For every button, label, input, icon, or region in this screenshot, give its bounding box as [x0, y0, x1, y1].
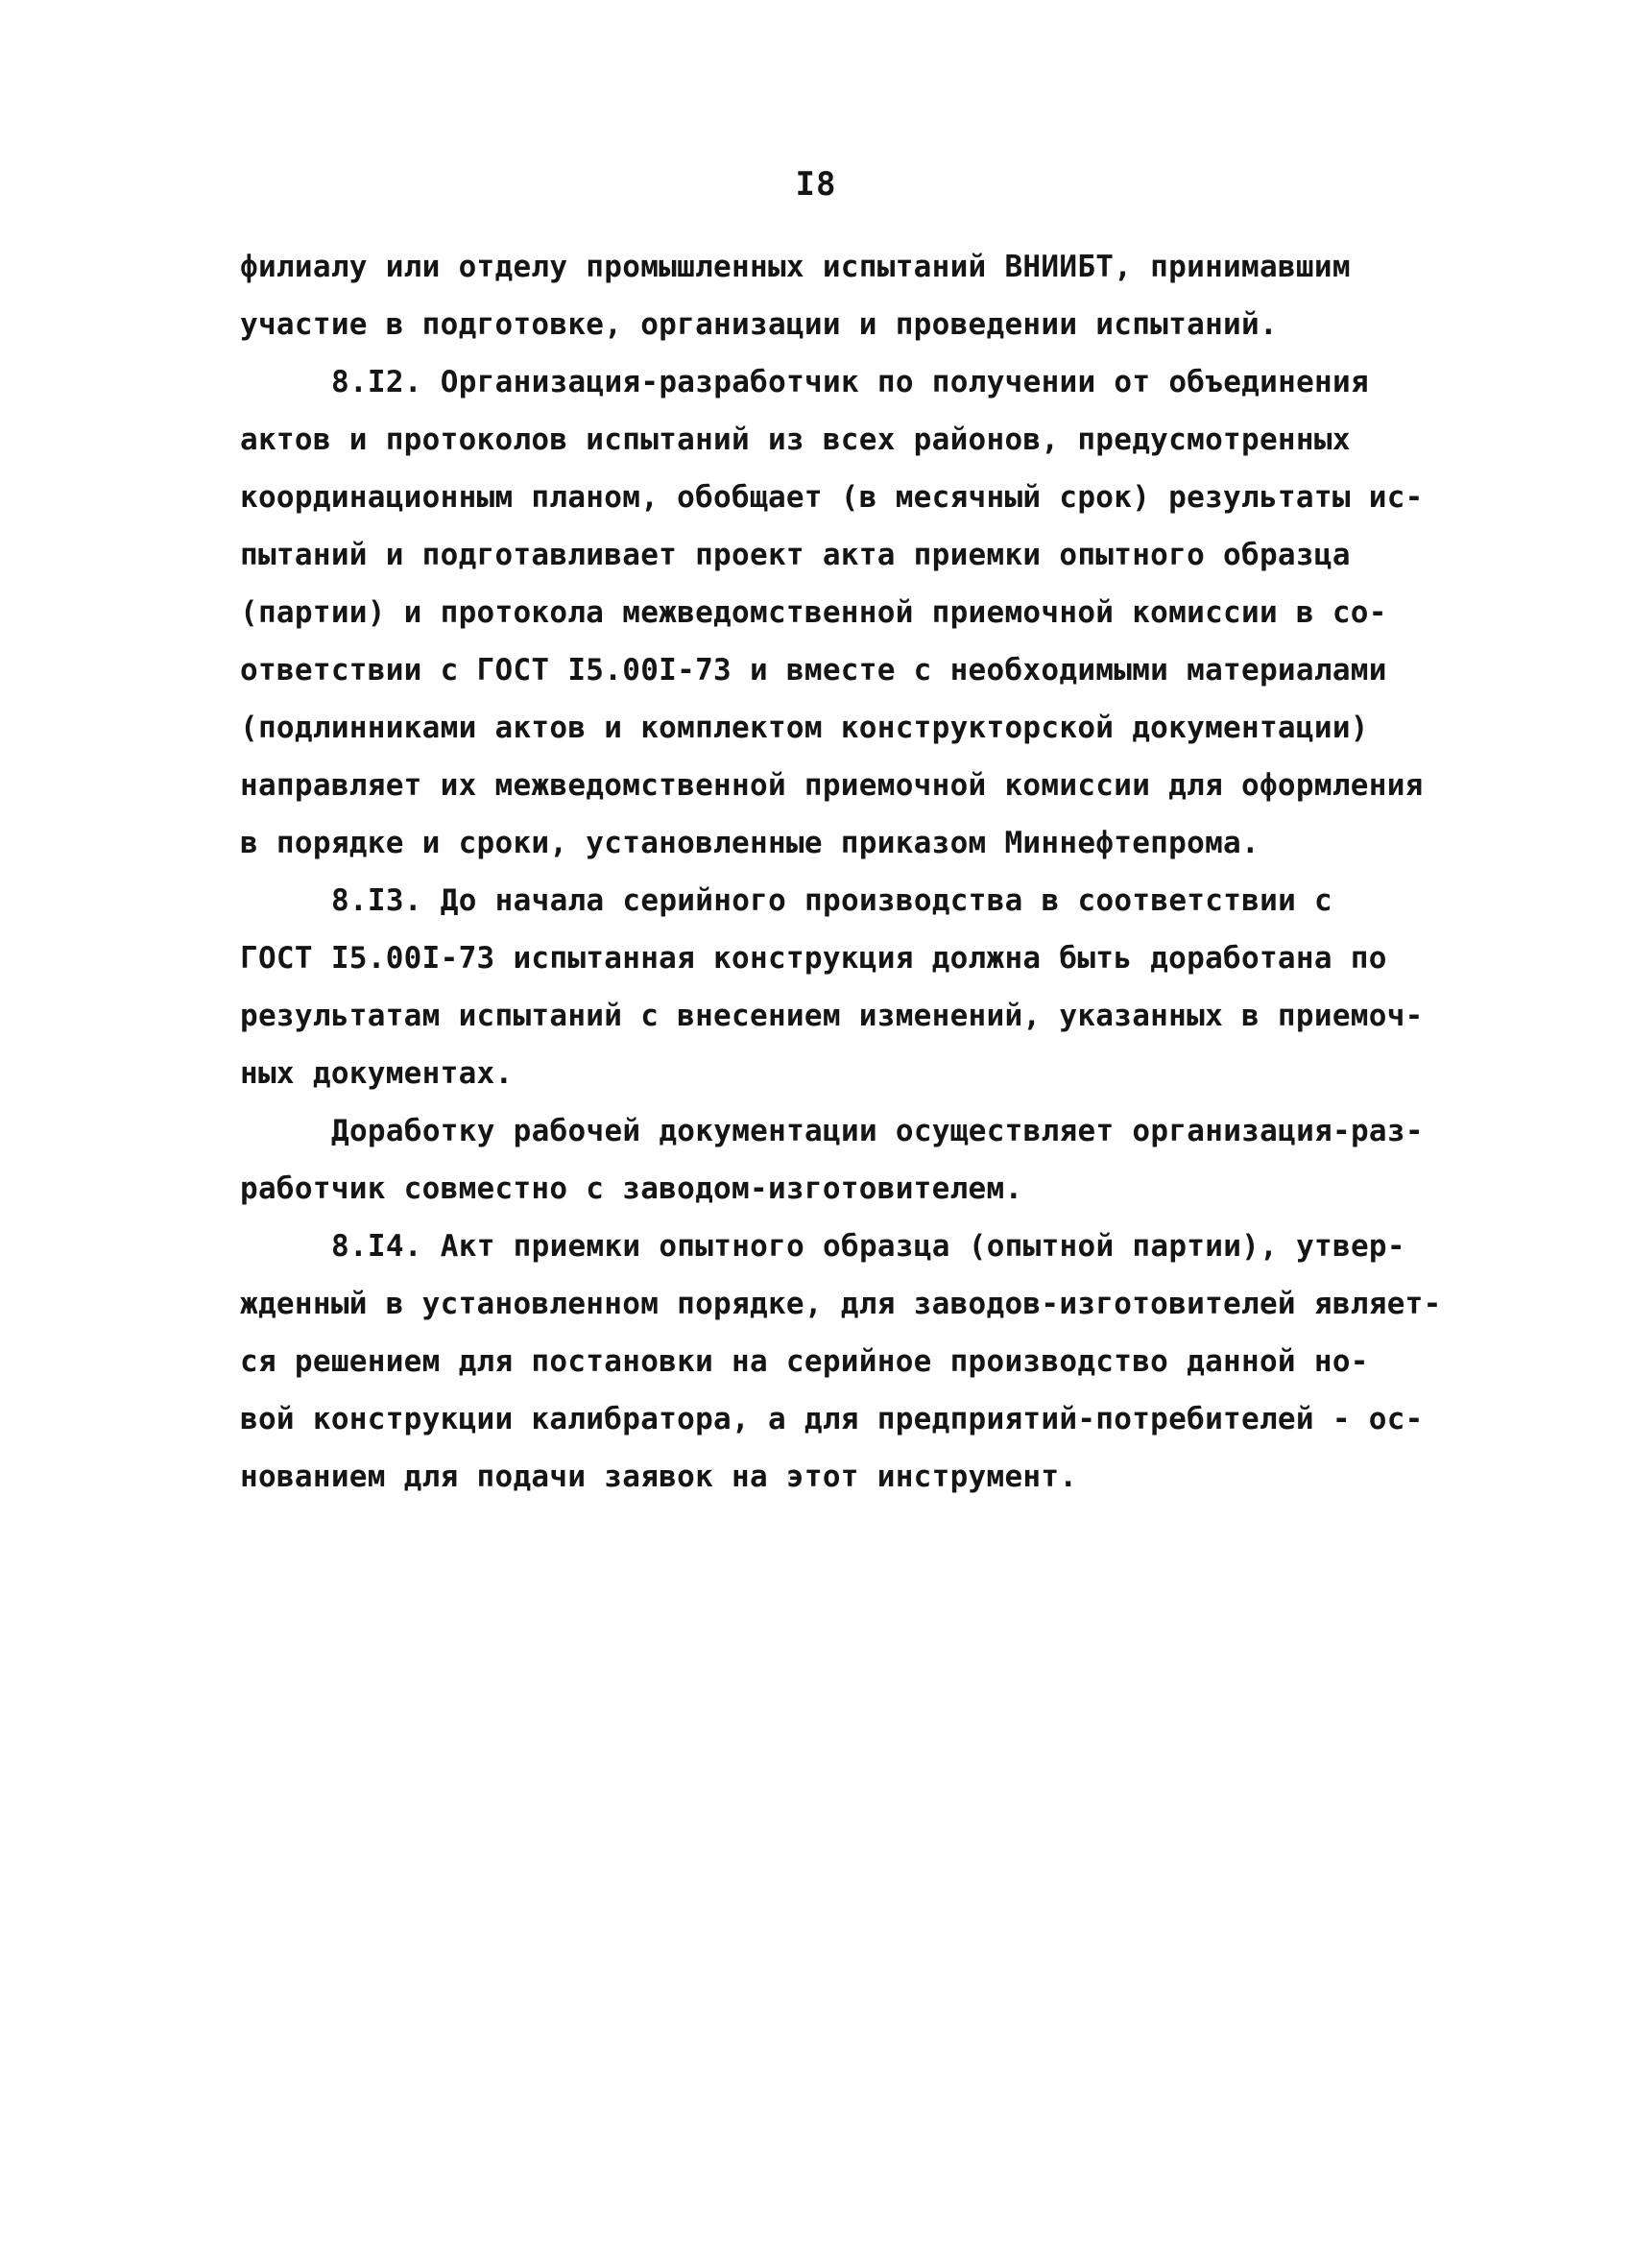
text-line: в порядке и сроки, установленные приказом Миннефтепрома. [240, 826, 1260, 860]
page-number: I8 [795, 165, 837, 204]
text-line: работчик совместно с заводом-изготовителем. [240, 1171, 1023, 1206]
text-line: ГОСТ I5.00I-73 испытанная конструкция должна быть доработана по [240, 941, 1387, 976]
text-line: филиалу или отделу промышленных испытаний ВНИИБТ, принимавшим [240, 250, 1351, 284]
text-line: нованием для подачи заявок на этот инструмент. [240, 1460, 1078, 1494]
text-line: вой конструкции калибратора, а для предприятий-потребителей - ос- [240, 1402, 1424, 1436]
text-line: участие в подготовке, организации и проведении испытаний. [240, 307, 1278, 342]
text-line: (подлинниками актов и комплектом конструкторской документации) [240, 711, 1369, 745]
text-line: (партии) и протокола межведомственной приемочной комиссии в со- [240, 595, 1387, 630]
text-line: ных документах. [240, 1056, 514, 1091]
text-line: результатам испытаний с внесением изменений, указанных в приемоч- [240, 999, 1424, 1033]
body-text [240, 238, 1442, 1506]
text-line: ся решением для постановки на серийное производство данной но- [240, 1344, 1369, 1379]
text-line: ответствии с ГОСТ I5.00I-73 и вместе с необходимыми материалами [240, 653, 1387, 688]
text-line: координационным планом, обобщает (в месячный срок) результаты ис- [240, 480, 1424, 515]
paragraph-8-13-start: 8.I3. До начала серийного производства в соответствии с [331, 883, 1332, 918]
text-line: направляет их межведомственной приемочной комиссии для оформления [240, 768, 1424, 803]
paragraph-8-14-start: 8.I4. Акт приемки опытного образца (опытной партии), утвер- [331, 1229, 1405, 1264]
text-line: жденный в установленном порядке, для заводов-изготовителей являет- [240, 1287, 1442, 1321]
paragraph-rework-start: Доработку рабочей документации осуществляет организация-раз- [331, 1114, 1424, 1148]
paragraph-8-12-start: 8.I2. Организация-разработчик по получении от объединения [331, 365, 1369, 399]
text-line: актов и протоколов испытаний из всех районов, предусмотренных [240, 422, 1351, 457]
text-line: пытаний и подготавливает проект акта приемки опытного образца [240, 538, 1351, 572]
